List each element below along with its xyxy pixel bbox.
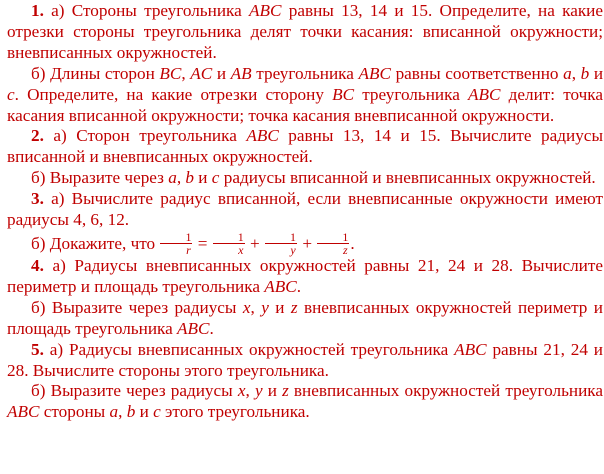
math-variable: a — [168, 168, 177, 188]
fraction-numerator: 1 — [317, 231, 349, 244]
text-run: равны 13, 14 и 15. Вычислите радиусы вписанной и вневписанных окружностей. — [7, 126, 603, 167]
text-run: треугольника — [251, 63, 359, 83]
fraction — [160, 231, 192, 256]
text-run: радиусы вписанной и вневписанных окружностей. — [219, 168, 596, 188]
text-run: равны соответственно — [390, 63, 564, 83]
problem-number: 2. — [31, 126, 44, 146]
math-variable: ABC — [246, 126, 279, 146]
text-run: этого треугольника. — [160, 402, 310, 422]
text-run: вневписанных окружностей периметр и площадь треугольника — [7, 297, 603, 338]
math-variable: y — [261, 297, 269, 317]
text-run: , — [245, 381, 255, 401]
text-run: а) Радиусы вневписанных окружностей треугольника — [43, 339, 455, 359]
fraction-denominator: r — [186, 242, 191, 257]
problem-number: 3. — [31, 189, 44, 209]
problem-paragraph-p3a — [7, 189, 603, 231]
math-variable: AC — [190, 63, 213, 83]
math-variable: BC — [159, 63, 182, 83]
math-variable: ABC — [358, 63, 391, 83]
text-run: , — [250, 297, 262, 317]
math-variable: c — [211, 168, 220, 188]
text-run: и — [135, 402, 154, 422]
math-variable: BC — [332, 84, 355, 104]
text-run: б) Длины сторон — [31, 63, 160, 83]
fraction-denominator: x — [238, 242, 244, 257]
math-variable: c — [7, 84, 15, 104]
text-run: + — [245, 233, 265, 253]
math-variable: ABC — [454, 339, 487, 359]
fraction-numerator: 1 — [265, 231, 297, 244]
fraction-denominator: y — [290, 242, 296, 257]
problem-number: 4. — [31, 255, 44, 275]
text-run: и — [589, 63, 604, 83]
math-variable: x — [242, 297, 251, 317]
fraction-numerator: 1 — [160, 231, 192, 244]
problem-paragraph-p2b — [7, 168, 603, 189]
text-run: б) Выразите через радиусы — [31, 381, 238, 401]
text-run: . — [350, 233, 355, 253]
text-run: а) Сторон треугольника — [43, 126, 247, 146]
fraction-numerator: 1 — [213, 231, 245, 244]
text-run: равны 21, 24 и 28. Вычислите стороны этого треугольника. — [7, 339, 603, 380]
problem-paragraph-p1b — [7, 64, 603, 127]
text-run: . Определите, на какие отрезки сторону — [14, 84, 333, 104]
text-run: + — [298, 233, 317, 253]
fraction-denominator: z — [342, 242, 348, 257]
text-run: б) Выразите через радиусы — [31, 297, 243, 317]
fraction — [213, 231, 245, 256]
math-variable: ABC — [177, 318, 210, 338]
math-variable: a — [563, 63, 572, 83]
problem-number: 5. — [31, 339, 44, 359]
text-run: а) Радиусы вневписанных окружностей равны 21, 24 и 28. Вычислите периметр и площадь треугольника — [7, 255, 603, 296]
fraction — [317, 231, 349, 256]
math-variable: z — [282, 381, 289, 401]
math-variable: x — [237, 381, 246, 401]
problem-paragraph-p1a — [7, 1, 603, 64]
math-variable: a — [109, 402, 119, 422]
problem-paragraph-p5a — [7, 340, 603, 382]
text-run: и — [262, 381, 283, 401]
math-variable: b — [580, 63, 590, 83]
text-run: а) Вычислите радиус вписанной, если вневписанные окружности имеют радиусы 4, 6, 12. — [7, 189, 603, 230]
text-run: делит: точка касания вписанной окружности; точка касания вневписанной окружности. — [7, 84, 603, 125]
text-run: . — [209, 318, 214, 338]
text-run: равны 13, 14 и 15. Определите, на какие отрезки стороны треугольника делят точки касания: вписанной окружности; вневписанных окружностей. — [7, 1, 604, 62]
text-run: и — [268, 297, 291, 317]
problem-paragraph-p5b — [7, 381, 603, 423]
problem-paragraph-p2a — [7, 126, 603, 168]
text-run: = — [193, 233, 212, 253]
math-variable: ABC — [7, 402, 40, 422]
text-run: а) Стороны треугольника — [43, 1, 250, 20]
fraction — [265, 231, 297, 256]
text-run: треугольника — [354, 84, 468, 104]
math-variable: ABC — [468, 84, 501, 104]
math-variable: AB — [230, 63, 252, 83]
math-variable: z — [290, 297, 298, 317]
problem-paragraph-p4a — [7, 256, 603, 298]
math-variable: y — [254, 381, 263, 401]
math-variable: b — [185, 168, 194, 188]
text-run: , — [571, 63, 581, 83]
text-run: вневписанных окружностей треугольника — [288, 381, 604, 401]
math-variable: b — [126, 402, 136, 422]
text-run: стороны — [39, 402, 110, 422]
math-variable: c — [153, 402, 161, 422]
math-variable: ABC — [264, 276, 297, 296]
text-run: и — [194, 168, 212, 188]
text-run: и — [212, 63, 231, 83]
text-run: , — [118, 402, 127, 422]
text-run: , — [181, 63, 191, 83]
text-run: б) Докажите, что — [31, 233, 160, 253]
text-run: , — [176, 168, 186, 188]
problem-paragraph-p4b — [7, 298, 603, 340]
problem-number: 1. — [31, 1, 44, 20]
problem-paragraph-p3b — [7, 231, 603, 256]
text-run: . — [296, 276, 302, 296]
text-run: б) Выразите через — [31, 168, 169, 188]
math-variable: ABC — [249, 1, 282, 20]
